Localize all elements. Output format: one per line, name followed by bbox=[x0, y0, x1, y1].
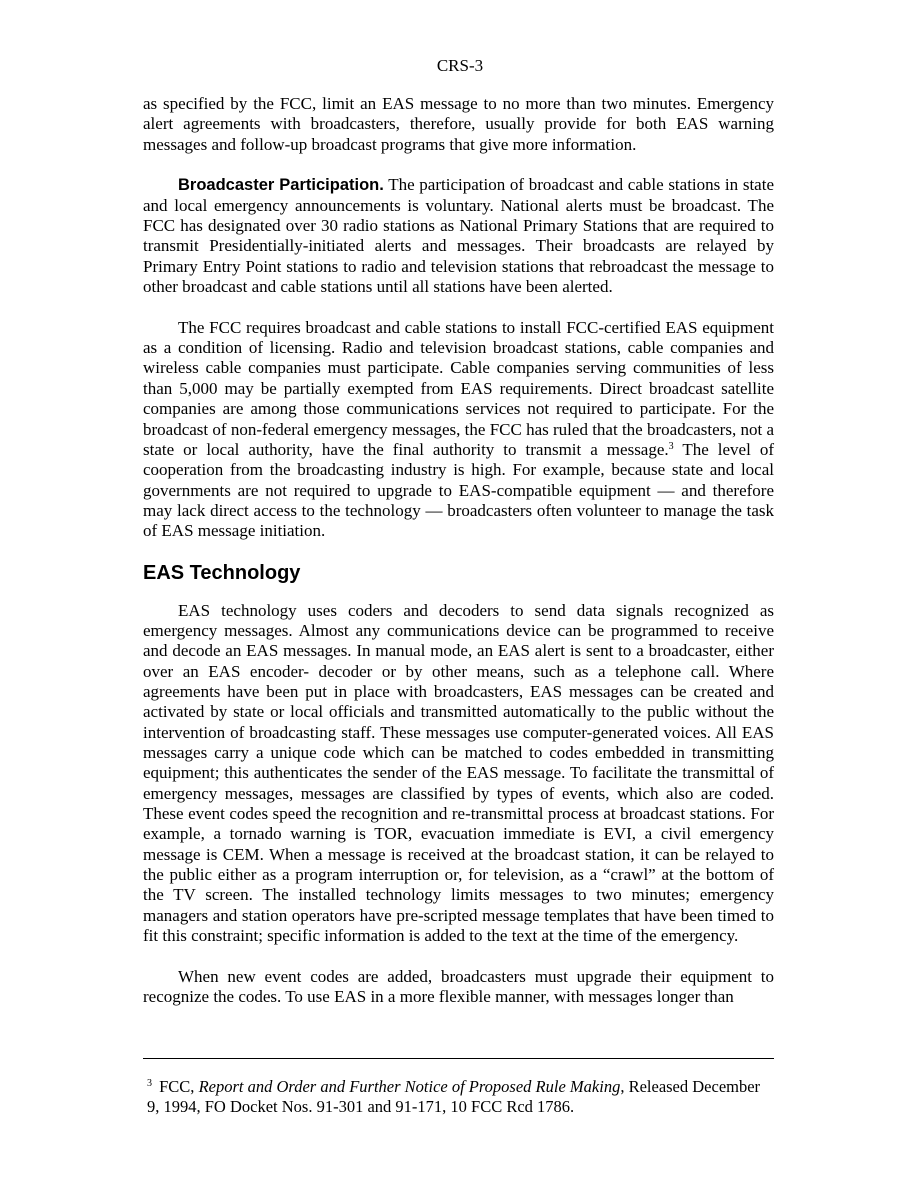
paragraph-event-codes: When new event codes are added, broadcasters must upgrade their equipment to recognize the codes. To use EAS in a more flexible manner, with messages longer than bbox=[143, 966, 774, 1007]
footnote-document-title: Report and Order and Further Notice of Proposed Rule Making bbox=[198, 1077, 621, 1096]
footnote-divider bbox=[143, 1058, 774, 1059]
footnote bbox=[147, 1077, 774, 1118]
paragraph-broadcaster-participation bbox=[143, 175, 774, 297]
paragraph-eas-technology: EAS technology uses coders and decoders to send data signals recognized as emergency messages. Almost any communications device can be programmed to receive and decode an EAS messages. In manual mode, an EAS alert is sent to a broadcaster, either over an EAS encoder- decoder or by other means, such as a telephone call. Where agreements have been put in place with broadcasters, EAS messages can be created and activated by state or local officials and transmitted automatically to the public without the intervention of broadcasting staff. These messages use computer-generated voices. All EAS messages carry a unique code which can be matched to codes embedded in transmitting equipment; this authenticates the sender of the EAS message. To facilitate the transmittal of emergency messages, messages are classified by types of events, which also are coded. These event codes speed the recognition and re-transmittal process at broadcast stations. For example, a tornado warning is TOR, evacuation immediate is EVI, a civil emergency message is CEM. When a message is received at the broadcast station, it can be relayed to the public either as a program interruption or, for television, as a “crawl” at the bottom of the TV screen. The installed technology limits messages to two minutes; emergency managers and station operators have pre-scripted message templates that have been timed to fit this constraint; specific information is added to the text at the time of the emergency. bbox=[143, 600, 774, 946]
footnote-number: 3 bbox=[147, 1078, 152, 1089]
run-in-heading: Broadcaster Participation. bbox=[178, 176, 384, 195]
footnote-citation: , Released December 9, 1994, FO Docket Nos. 91-301 and 91-171, 10 FCC Rcd 1786. bbox=[147, 1077, 761, 1117]
body-text bbox=[143, 94, 774, 1007]
paragraph-text: The participation of broadcast and cable stations in state and local emergency announcements is voluntary. National alerts must be broadcast. The FCC has designated over 30 radio stations as National Primary Stations that are required to transmit Presidentially-initiated alerts and messages. Their broadcasts are relayed by Primary Entry Point stations to radio and television stations that rebroadcast the message to other broadcast and cable stations until all stations have been alerted. bbox=[143, 175, 774, 297]
paragraph-text: The FCC requires broadcast and cable stations to install FCC-certified EAS equipment as a condition of licensing. Radio and television broadcast stations, cable companies and wireless cable companies must participate. Cable companies serving communities of less than 5,000 may be partially exempted from EAS requirements. Direct broadcast satellite companies are among those communications services not required to participate. For the broadcast of non-federal emergency messages, the FCC has ruled that the broadcasters, not a state or local authority, have the final authority to transmit a message. bbox=[143, 317, 774, 459]
section-heading: EAS Technology bbox=[143, 561, 301, 584]
paragraph-continuation: as specified by the FCC, limit an EAS message to no more than two minutes. Emergency alert agreements with broadcasters, therefore, usually provide for both EAS warning messages and follow-up broadcast programs that give more information. bbox=[143, 94, 774, 154]
footnote-lead: FCC, bbox=[155, 1077, 199, 1096]
paragraph-fcc-requirements bbox=[143, 318, 774, 542]
paragraph-text: The level of cooperation from the broadcasting industry is high. For example, because state and local governments are not required to upgrade to EAS-compatible equipment — and therefore may lack direct access to the technology — broadcasters often volunteer to manage the task of EAS message initiation. bbox=[143, 439, 774, 541]
footnote-reference: 3 bbox=[668, 440, 674, 452]
page-number-header: CRS-3 bbox=[436, 56, 484, 75]
